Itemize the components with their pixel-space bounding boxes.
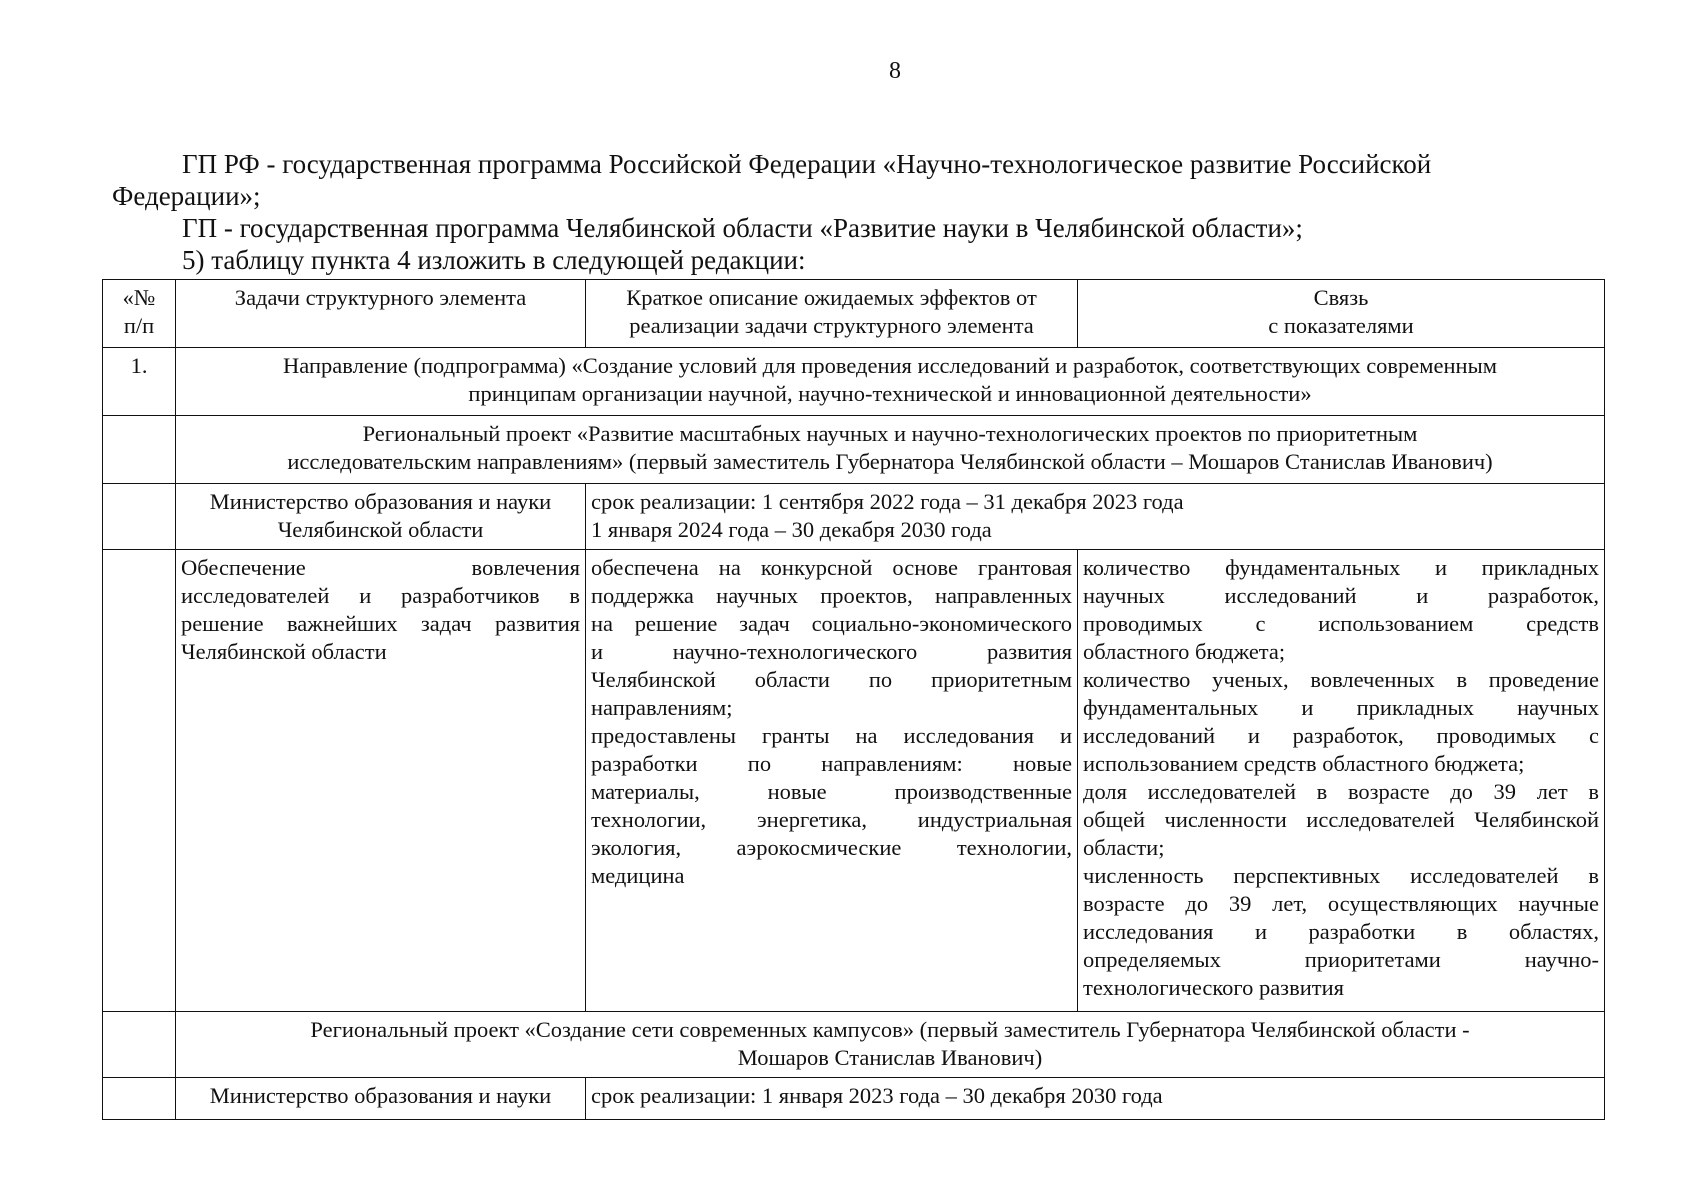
task-1-effects: обеспечена на конкурсной основе грантовая поддержка научных проектов, направленных на решение задач социально-экономического и научно-технологического развития Челябинской области по приоритетным направлениям; предоставлены гранты на исследования и разработки по направлениям: новые материалы, новые производственные технологии, энергетика, индустриальная экология, аэрокосмические технологии, медицина [586, 550, 1078, 1012]
task-1-indicators: количество фундаментальных и прикладных научных исследований и разработок, проводимых с использованием средств областного бюджета; количество ученых, вовлеченных в проведение фундаментальных и прикладных научных исследований и разработок, проводимых с использованием средств областного бюджета; доля исследователей в возрасте до 39 лет в общей численности исследователей Челябинской области; численность перспективных исследователей в возрасте до 39 лет, осуществляющих научные исследования и разработки в областях, определяемых приоритетами научно- технологического развития [1078, 550, 1605, 1012]
table-row-task-1 [103, 550, 1605, 1012]
intro-paragraph-1: ГП РФ - государственная программа Российской Федерации «Научно-технологическое развитие Российской Федерации»; [112, 149, 1432, 211]
table-row-project-1 [103, 416, 1605, 484]
ministry-1-name: Министерство образования и науки Челябинской области [176, 484, 586, 550]
table-header-row [103, 280, 1605, 348]
direction-title: Направление (подпрограмма) «Создание условий для проведения исследований и разработок, соответствующих современным принципам организации научной, научно-технической и инновационной деятельности» [176, 348, 1605, 416]
empty-num-cell [103, 416, 176, 484]
structural-elements-table [102, 279, 1605, 1120]
table-row-ministry-1 [103, 484, 1605, 550]
empty-num-cell [103, 1012, 176, 1078]
ministry-2-term: срок реализации: 1 января 2023 года – 30 декабря 2030 года [586, 1078, 1605, 1120]
page-number: 8 [889, 58, 901, 84]
ministry-2-name: Министерство образования и науки [176, 1078, 586, 1120]
empty-num-cell [103, 484, 176, 550]
table-row-ministry-2 [103, 1078, 1605, 1120]
ministry-1-term: срок реализации: 1 сентября 2022 года – 31 декабря 2023 года 1 января 2024 года – 30 декабря 2030 года [586, 484, 1605, 550]
empty-num-cell [103, 550, 176, 1012]
header-effects: Краткое описание ожидаемых эффектов от реализации задачи структурного элемента [586, 280, 1078, 348]
row-number: 1. [103, 348, 176, 416]
intro-paragraph-2: ГП - государственная программа Челябинской области «Развитие науки в Челябинской области»; [182, 213, 1303, 243]
header-indicators: Связь с показателями [1078, 280, 1605, 348]
table-row-direction [103, 348, 1605, 416]
intro-text [112, 148, 1512, 276]
table-row-project-2 [103, 1012, 1605, 1078]
header-tasks: Задачи структурного элемента [176, 280, 586, 348]
empty-num-cell [103, 1078, 176, 1120]
intro-paragraph-3: 5) таблицу пункта 4 изложить в следующей редакции: [182, 245, 806, 275]
task-1-description: Обеспечение вовлечения исследователей и разработчиков в решение важнейших задач развития Челябинской области [176, 550, 586, 1012]
header-num: «№ п/п [103, 280, 176, 348]
regional-project-2-title: Региональный проект «Создание сети современных кампусов» (первый заместитель Губернатора Челябинской области - Мошаров Станислав Иванович) [176, 1012, 1605, 1078]
regional-project-1-title: Региональный проект «Развитие масштабных научных и научно-технологических проектов по приоритетным исследовательским направлениям» (первый заместитель Губернатора Челябинской области – Мошаров Станислав Иванович) [176, 416, 1605, 484]
